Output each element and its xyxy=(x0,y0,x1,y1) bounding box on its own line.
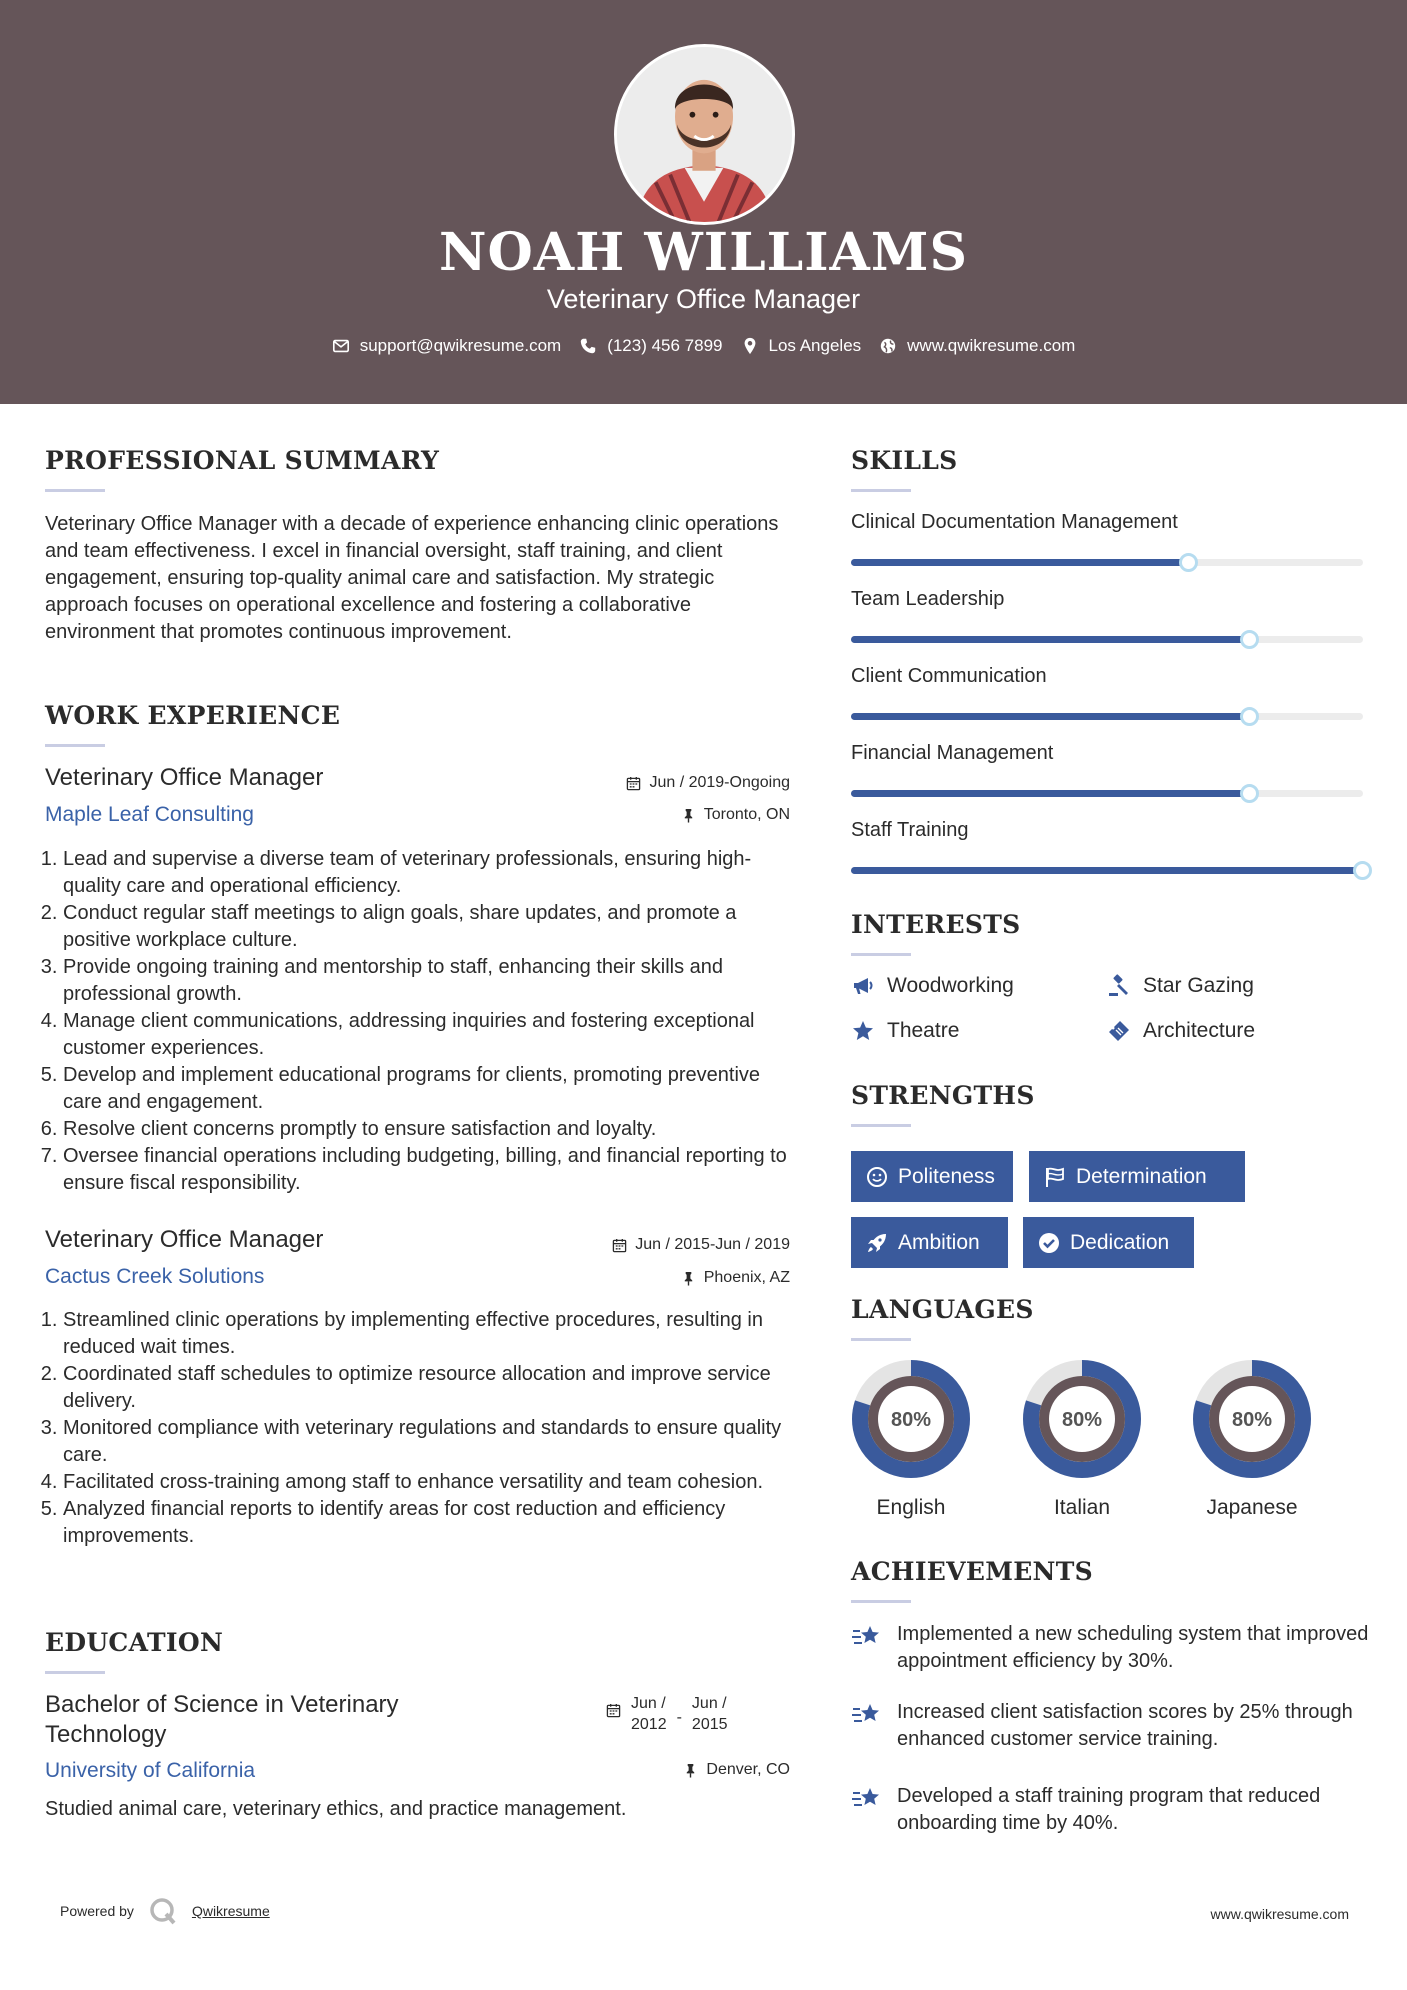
list-item: 2. Conduct regular staff meetings to align goals, share updates, and promote a positive workplace culture. xyxy=(63,900,800,954)
skill-bar-knob xyxy=(1240,707,1259,726)
education-start-line-1: Jun / xyxy=(631,1695,666,1712)
website-text: www.qwikresume.com xyxy=(907,336,1076,355)
interest-label: Star Gazing xyxy=(1143,974,1254,997)
date-separator: - xyxy=(676,1709,682,1726)
skill-bar xyxy=(851,636,1363,643)
skill-bar-knob xyxy=(1179,553,1198,572)
job-1-dates xyxy=(626,774,790,792)
achievement-text: Implemented a new scheduling system that improved appointment efficiency by 30%. xyxy=(897,1623,1369,1672)
language-label: Italian xyxy=(1053,1496,1111,1519)
pushpin-icon xyxy=(681,1271,696,1286)
achievements-rule xyxy=(851,1600,911,1603)
education-location-text: Denver, CO xyxy=(706,1761,790,1778)
job-1-location-text: Toronto, ON xyxy=(703,806,790,823)
job-1-bullets xyxy=(45,846,800,1197)
strength-label: Politeness xyxy=(898,1164,995,1188)
interest-theatre xyxy=(851,1019,959,1043)
footer-website[interactable]: www.qwikresume.com xyxy=(1210,1906,1349,1922)
list-item: 1. Streamlined clinic operations by implementing effective procedures, resulting in reduced wait times. xyxy=(63,1307,800,1361)
achievement-item xyxy=(851,1783,1371,1837)
education-start-line-2: 2012 xyxy=(631,1716,667,1733)
skill-bar-fill xyxy=(851,790,1250,797)
location-text: Los Angeles xyxy=(768,336,862,355)
education-start xyxy=(631,1693,667,1735)
contact-phone[interactable] xyxy=(579,336,722,356)
powered-by-text: Powered by xyxy=(60,1903,134,1919)
gauge-percent: 80% xyxy=(890,1409,932,1431)
language-gauge xyxy=(1022,1359,1142,1479)
job-2-location xyxy=(681,1269,790,1287)
profile-photo xyxy=(614,44,795,225)
skill-label: Financial Management xyxy=(851,742,1054,764)
skill-bar xyxy=(851,559,1363,566)
language-gauge xyxy=(851,1359,971,1479)
list-item: 6. Resolve client concerns promptly to ensure satisfaction and loyalty. xyxy=(63,1116,800,1143)
contact-website[interactable] xyxy=(879,336,1075,356)
calendar-icon xyxy=(606,1703,621,1718)
skill-label: Staff Training xyxy=(851,819,969,841)
experience-heading: WORK EXPERIENCE xyxy=(45,701,341,730)
education-heading: EDUCATION xyxy=(45,1628,224,1657)
language-japanese xyxy=(1192,1359,1312,1520)
pushpin-icon xyxy=(681,808,696,823)
language-italian xyxy=(1022,1359,1142,1520)
strength-ambition xyxy=(851,1217,1008,1268)
contact-email[interactable] xyxy=(332,336,562,356)
skill-label: Clinical Documentation Management xyxy=(851,511,1178,533)
gauge-percent: 80% xyxy=(1231,1409,1273,1431)
interest-woodworking xyxy=(851,974,1014,998)
email-text: support@qwikresume.com xyxy=(359,336,562,355)
interests-heading: INTERESTS xyxy=(851,910,1021,939)
pushpin-icon xyxy=(683,1763,698,1778)
achievement-text: Increased client satisfaction scores by 25% through enhanced customer service training. xyxy=(897,1701,1353,1750)
list-item: 2. Coordinated staff schedules to optimize resource allocation and improve service delivery. xyxy=(63,1361,800,1415)
education-end xyxy=(692,1693,728,1735)
gavel-icon xyxy=(1107,974,1131,998)
skill-label: Team Leadership xyxy=(851,588,1005,610)
job-1-location xyxy=(681,806,790,824)
envelope-icon xyxy=(332,337,350,355)
interest-label: Theatre xyxy=(887,1019,960,1042)
job-1-dates-text: Jun / 2019-Ongoing xyxy=(649,774,790,791)
language-label: Japanese xyxy=(1206,1496,1298,1519)
summary-rule xyxy=(45,489,105,492)
summary-heading: PROFESSIONAL SUMMARY xyxy=(45,446,440,475)
strength-label: Dedication xyxy=(1070,1230,1170,1254)
education-location xyxy=(683,1761,790,1779)
degree-line-1: Bachelor of Science in Veterinary xyxy=(45,1691,399,1718)
education-rule xyxy=(45,1671,105,1674)
job-2-dates xyxy=(612,1236,790,1254)
skills-rule xyxy=(851,489,911,492)
language-english xyxy=(851,1359,971,1520)
degree-line-2: Technology xyxy=(45,1721,167,1748)
list-item: 7. Oversee financial operations including budgeting, billing, and financial reporting to ensure fiscal responsibility. xyxy=(63,1143,800,1197)
language-label: English xyxy=(876,1496,946,1519)
megaphone-icon xyxy=(851,974,875,998)
list-item: 3. Provide ongoing training and mentorship to staff, enhancing their skills and professional growth. xyxy=(63,954,800,1008)
education-description: Studied animal care, veterinary ethics, and practice management. xyxy=(45,1798,627,1820)
smile-icon xyxy=(866,1166,888,1188)
job-2-bullets xyxy=(45,1307,800,1550)
interest-architecture xyxy=(1107,1019,1255,1043)
skill-label: Client Communication xyxy=(851,665,1047,687)
calendar-icon xyxy=(626,776,641,791)
languages-rule xyxy=(851,1338,911,1341)
rocket-icon xyxy=(866,1232,888,1254)
skills-heading: SKILLS xyxy=(851,446,958,475)
list-item: 1. Lead and supervise a diverse team of veterinary professionals, ensuring high-quality care and operational efficiency. xyxy=(63,846,800,900)
gauge-percent: 80% xyxy=(1061,1409,1103,1431)
achievements-heading: ACHIEVEMENTS xyxy=(851,1557,1093,1586)
list-item: 5. Analyzed financial reports to identify areas for cost reduction and efficiency improvements. xyxy=(63,1496,800,1550)
interest-label: Woodworking xyxy=(887,974,1014,997)
job-2-dates-text: Jun / 2015-Jun / 2019 xyxy=(635,1236,790,1253)
phone-text: (123) 456 7899 xyxy=(607,336,723,355)
strengths-rule xyxy=(851,1124,911,1127)
resume-header xyxy=(0,0,1407,404)
candidate-name: NOAH WILLIAMS xyxy=(438,222,969,283)
job-2-company: Cactus Creek Solutions xyxy=(45,1265,265,1288)
ticket-icon xyxy=(1107,1019,1131,1043)
skill-bar-fill xyxy=(851,559,1189,566)
interests-rule xyxy=(851,953,911,956)
skill-bar-fill xyxy=(851,713,1250,720)
shooting-star-icon xyxy=(851,1783,883,1815)
skill-bar-fill xyxy=(851,636,1250,643)
interest-star-gazing xyxy=(1107,974,1254,998)
list-item: 4. Manage client communications, addressing inquiries and fostering exceptional customer experiences. xyxy=(63,1008,800,1062)
list-item: 5. Develop and implement educational programs for clients, promoting preventive care and engagement. xyxy=(63,1062,800,1116)
skill-bar xyxy=(851,713,1363,720)
experience-rule xyxy=(45,744,105,747)
strength-label: Determination xyxy=(1076,1164,1207,1188)
job-2-location-text: Phoenix, AZ xyxy=(703,1269,790,1286)
school-name: University of California xyxy=(45,1759,256,1782)
job-2-title: Veterinary Office Manager xyxy=(45,1226,324,1253)
phone-icon xyxy=(579,337,597,355)
calendar-icon xyxy=(612,1238,627,1253)
skill-bar xyxy=(851,867,1363,874)
qwikresume-logo-icon xyxy=(148,1896,178,1926)
languages-heading: LANGUAGES xyxy=(851,1295,1034,1324)
strength-label: Ambition xyxy=(898,1230,980,1254)
shooting-star-icon xyxy=(851,1621,883,1653)
star-icon xyxy=(851,1019,875,1043)
skill-bar-knob xyxy=(1240,784,1259,803)
strength-politeness xyxy=(851,1151,1013,1202)
check-circle-icon xyxy=(1038,1232,1060,1254)
achievement-text: Developed a staff training program that reduced onboarding time by 40%. xyxy=(897,1785,1321,1834)
degree-title xyxy=(45,1690,399,1750)
shooting-star-icon xyxy=(851,1699,883,1731)
job-1-title: Veterinary Office Manager xyxy=(45,764,324,791)
education-end-line-2: 2015 xyxy=(691,1716,728,1733)
person-portrait-icon xyxy=(617,47,792,222)
education-dates xyxy=(606,1693,728,1735)
globe-icon xyxy=(879,337,897,355)
skill-bar-knob xyxy=(1353,861,1372,880)
education-end-line-1: Jun / xyxy=(691,1695,727,1712)
skill-bar-fill xyxy=(851,867,1363,874)
language-gauge xyxy=(1192,1359,1312,1479)
brand-link[interactable]: Qwikresume xyxy=(191,1903,270,1919)
strength-determination xyxy=(1029,1151,1245,1202)
strengths-heading: STRENGTHS xyxy=(851,1081,1035,1110)
contact-location xyxy=(741,336,862,356)
map-pin-icon xyxy=(741,337,759,355)
list-item: 4. Facilitated cross-training among staff to enhance versatility and team cohesion. xyxy=(63,1469,800,1496)
strength-dedication xyxy=(1023,1217,1194,1268)
job-1-company: Maple Leaf Consulting xyxy=(45,803,254,826)
footer-powered-by xyxy=(60,1896,270,1926)
interest-label: Architecture xyxy=(1143,1019,1256,1042)
summary-text: Veterinary Office Manager with a decade of experience enhancing clinic operations and team effectiveness. I excel in financial oversight, staff training, and client engagement, ensuring top-quality animal care and satisfaction. My strategic approach focuses on operational excellence and fostering a collaborative environment that promotes continuous improvement. xyxy=(45,513,779,643)
candidate-title: Veterinary Office Manager xyxy=(546,284,861,314)
contact-bar xyxy=(0,336,1407,356)
flag-icon xyxy=(1044,1166,1066,1188)
achievement-item xyxy=(851,1621,1371,1675)
achievement-item xyxy=(851,1699,1371,1753)
skill-bar-knob xyxy=(1240,630,1259,649)
list-item: 3. Monitored compliance with veterinary regulations and standards to ensure quality care. xyxy=(63,1415,800,1469)
skill-bar xyxy=(851,790,1363,797)
